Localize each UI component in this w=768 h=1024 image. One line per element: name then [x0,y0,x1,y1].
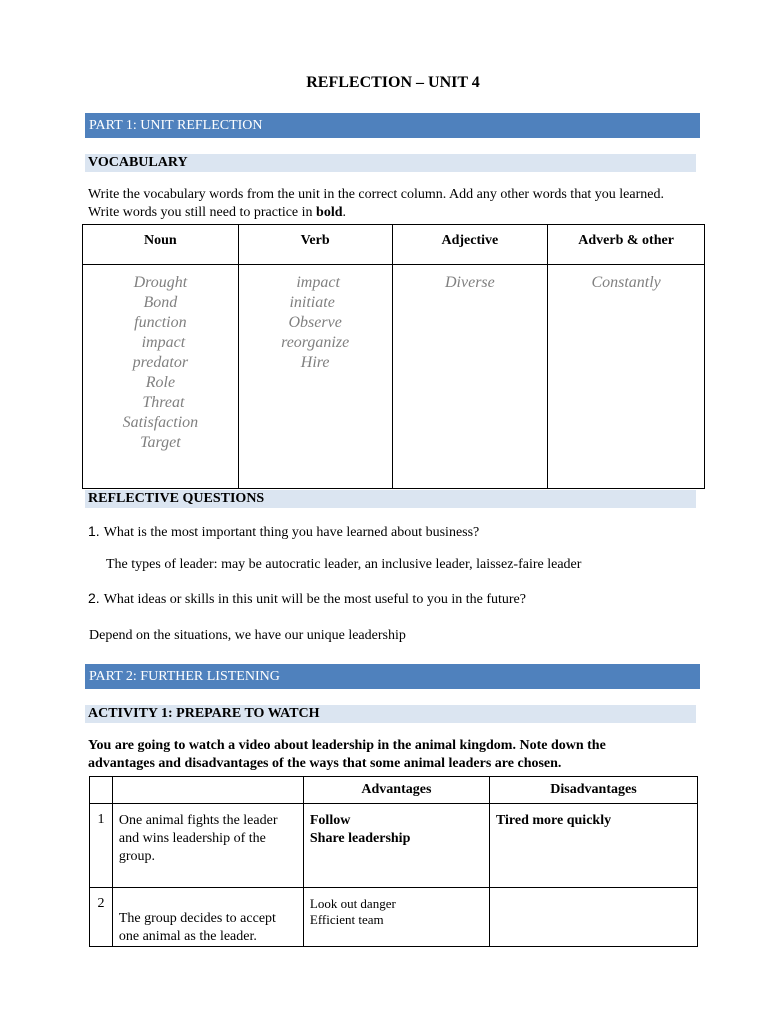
table-row [90,804,698,888]
question-number: 2. [88,590,100,606]
header-advantages: Advantages [303,777,489,804]
reflective-questions-heading: REFLECTIVE QUESTIONS [85,490,696,508]
noun-column [83,265,239,489]
adverb-word: Constantly [591,274,661,291]
header-disadvantages: Disadvantages [489,777,697,804]
verb-word: Hire [300,354,330,371]
table-row [90,888,698,947]
verb-word: reorganize [281,334,350,351]
part2-heading: PART 2: FURTHER LISTENING [85,664,700,689]
question-number: 1. [88,523,100,539]
disadvantages-cell: Tired more quickly [489,804,697,888]
noun-word: Target [140,434,181,451]
page-title: REFLECTION – UNIT 4 [306,74,480,91]
way-cell: One animal fights the leader and wins leadership of the group. [112,804,303,888]
question-1: 1. What is the most important thing you have learned about business? [88,523,480,540]
row-number: 2 [90,888,113,947]
vocabulary-table [82,224,705,489]
animal-leadership-table [89,776,698,947]
answer-1: The types of leader: may be autocratic leader, an inclusive leader, laissez-faire leader [106,557,582,572]
row-number: 1 [90,804,113,888]
noun-word: Satisfaction [122,414,199,431]
noun-word: Bond [143,294,178,311]
header-adverb: Adverb & other [548,225,705,265]
verb-word: impact [296,274,340,291]
verb-column [238,265,392,489]
advantages-cell: Look out danger Efficient team [303,888,489,947]
header-adjective: Adjective [392,225,548,265]
header-verb: Verb [238,225,392,265]
vocabulary-heading: VOCABULARY [85,154,696,172]
part1-heading: PART 1: UNIT REFLECTION [85,113,700,138]
header-noun: Noun [83,225,239,265]
advantages-cell: Follow Share leadership [303,804,489,888]
way-cell: The group decides to accept one animal as the leader. [112,888,303,947]
activity-prompt: You are going to watch a video about leadership in the animal kingdom. Note down the advantages and disadvantages of the ways that some animal leaders are chosen. [88,738,606,771]
header-number [90,777,113,804]
verb-word: Observe [288,314,342,331]
noun-word: predator [132,354,189,371]
vocabulary-instructions: Write the vocabulary words from the unit in the correct column. Add any other words that you learned. Write words you still need to practice in bold. [88,187,664,220]
header-way [112,777,303,804]
disadvantages-cell [489,888,697,947]
noun-word: Drought [133,274,188,291]
answer-2: Depend on the situations, we have our unique leadership [89,628,406,643]
noun-word: Role [145,374,176,391]
verb-word: initiate [289,294,335,311]
adjective-column [392,265,548,489]
adjective-word: Diverse [444,274,495,291]
activity-1-heading: ACTIVITY 1: PREPARE TO WATCH [85,705,696,723]
question-2: 2. What ideas or skills in this unit will be the most useful to you in the future? [88,590,526,607]
noun-word: Threat [142,394,185,411]
noun-word: function [134,314,187,331]
noun-word: impact [141,334,186,351]
adverb-column [548,265,705,489]
